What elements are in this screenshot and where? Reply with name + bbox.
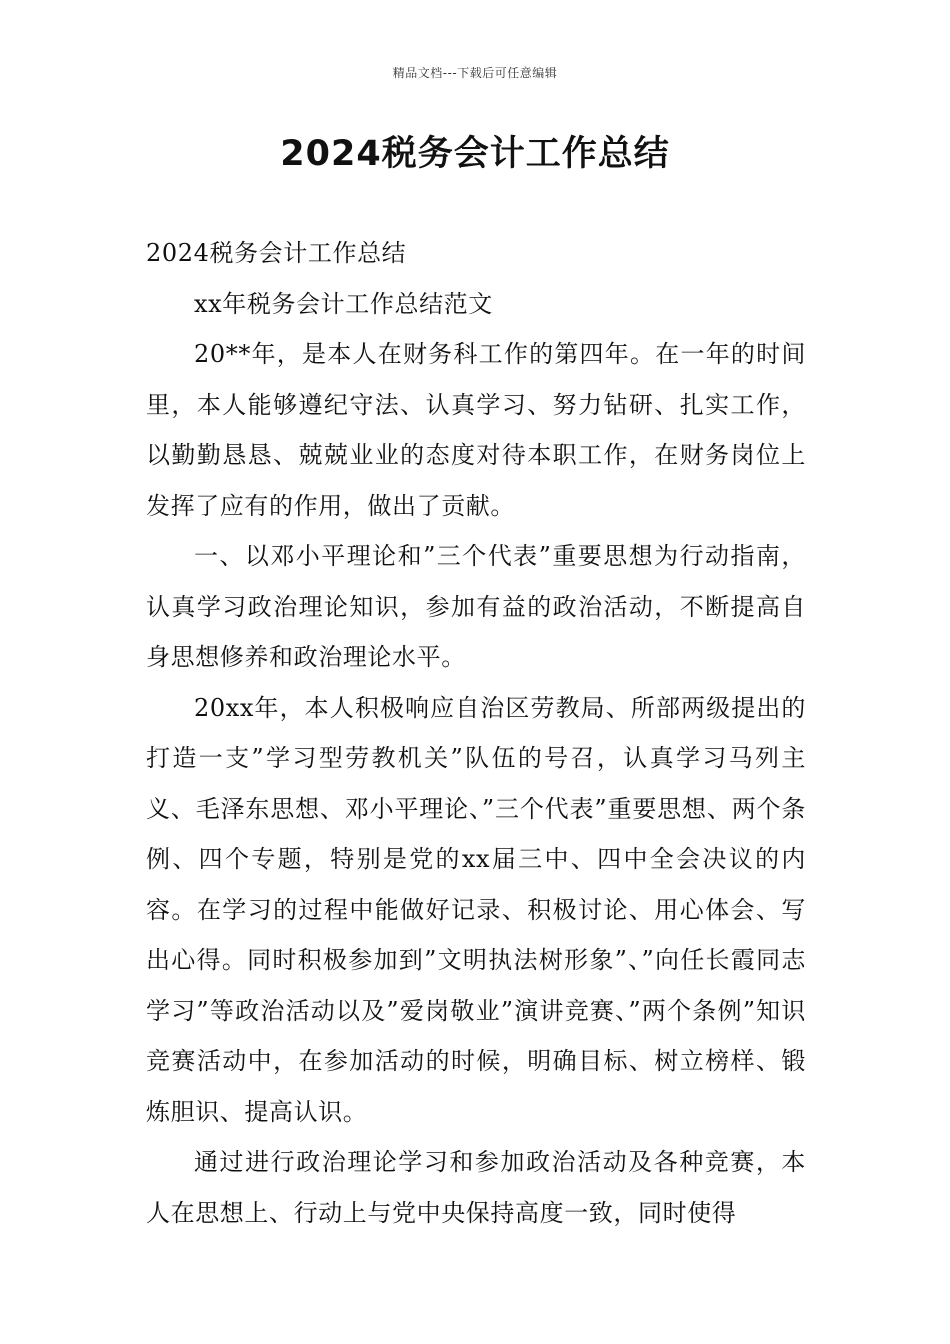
header-note: 精品文档---下载后可任意编辑 xyxy=(392,66,558,80)
document-title: 2024税务会计工作总结 xyxy=(280,134,670,174)
paragraph-subtitle: 2024税务会计工作总结 xyxy=(146,239,407,267)
paragraph-heading: xx年税务会计工作总结范文 xyxy=(194,289,493,318)
paragraph: 通过进行政治理论学习和参加政治活动及各种竞赛，本人在思想上、行动上与党中央保持高度一致，同时使得 xyxy=(146,1148,806,1227)
paragraph: 20xx年，本人积极响应自治区劳教局、所部两级提出的打造一支”学习型劳教机关”队伍的号召，认真学习马列主义、毛泽东思想、邓小平理论、”三个代表”重要思想、两个条例、四个专题，特别是党的xx届三中、四中全会决议的内容。在学习的过程中能做好记录、积极讨论、用心体会、写出心得。同时积极参加到”文明执法树形象”、”向任长霞同志学习”等政治活动以及”爱岗敬业”演讲竞赛、”两个条例”知识竞赛活动中，在参加活动的时候，明确目标、树立榜样、锻炼胆识、提高认识。 xyxy=(146,693,806,1126)
paragraph: 一、以邓小平理论和”三个代表”重要思想为行动指南，认真学习政治理论知识，参加有益的政治活动，不断提高自身思想修养和政治理论水平。 xyxy=(146,542,806,671)
paragraph: 20**年，是本人在财务科工作的第四年。在一年的时间里，本人能够遵纪守法、认真学习、努力钻研、扎实工作，以勤勤恳恳、兢兢业业的态度对待本职工作，在财务岗位上发挥了应有的作用，做出了贡献。 xyxy=(146,340,806,520)
document-body xyxy=(146,228,806,1238)
